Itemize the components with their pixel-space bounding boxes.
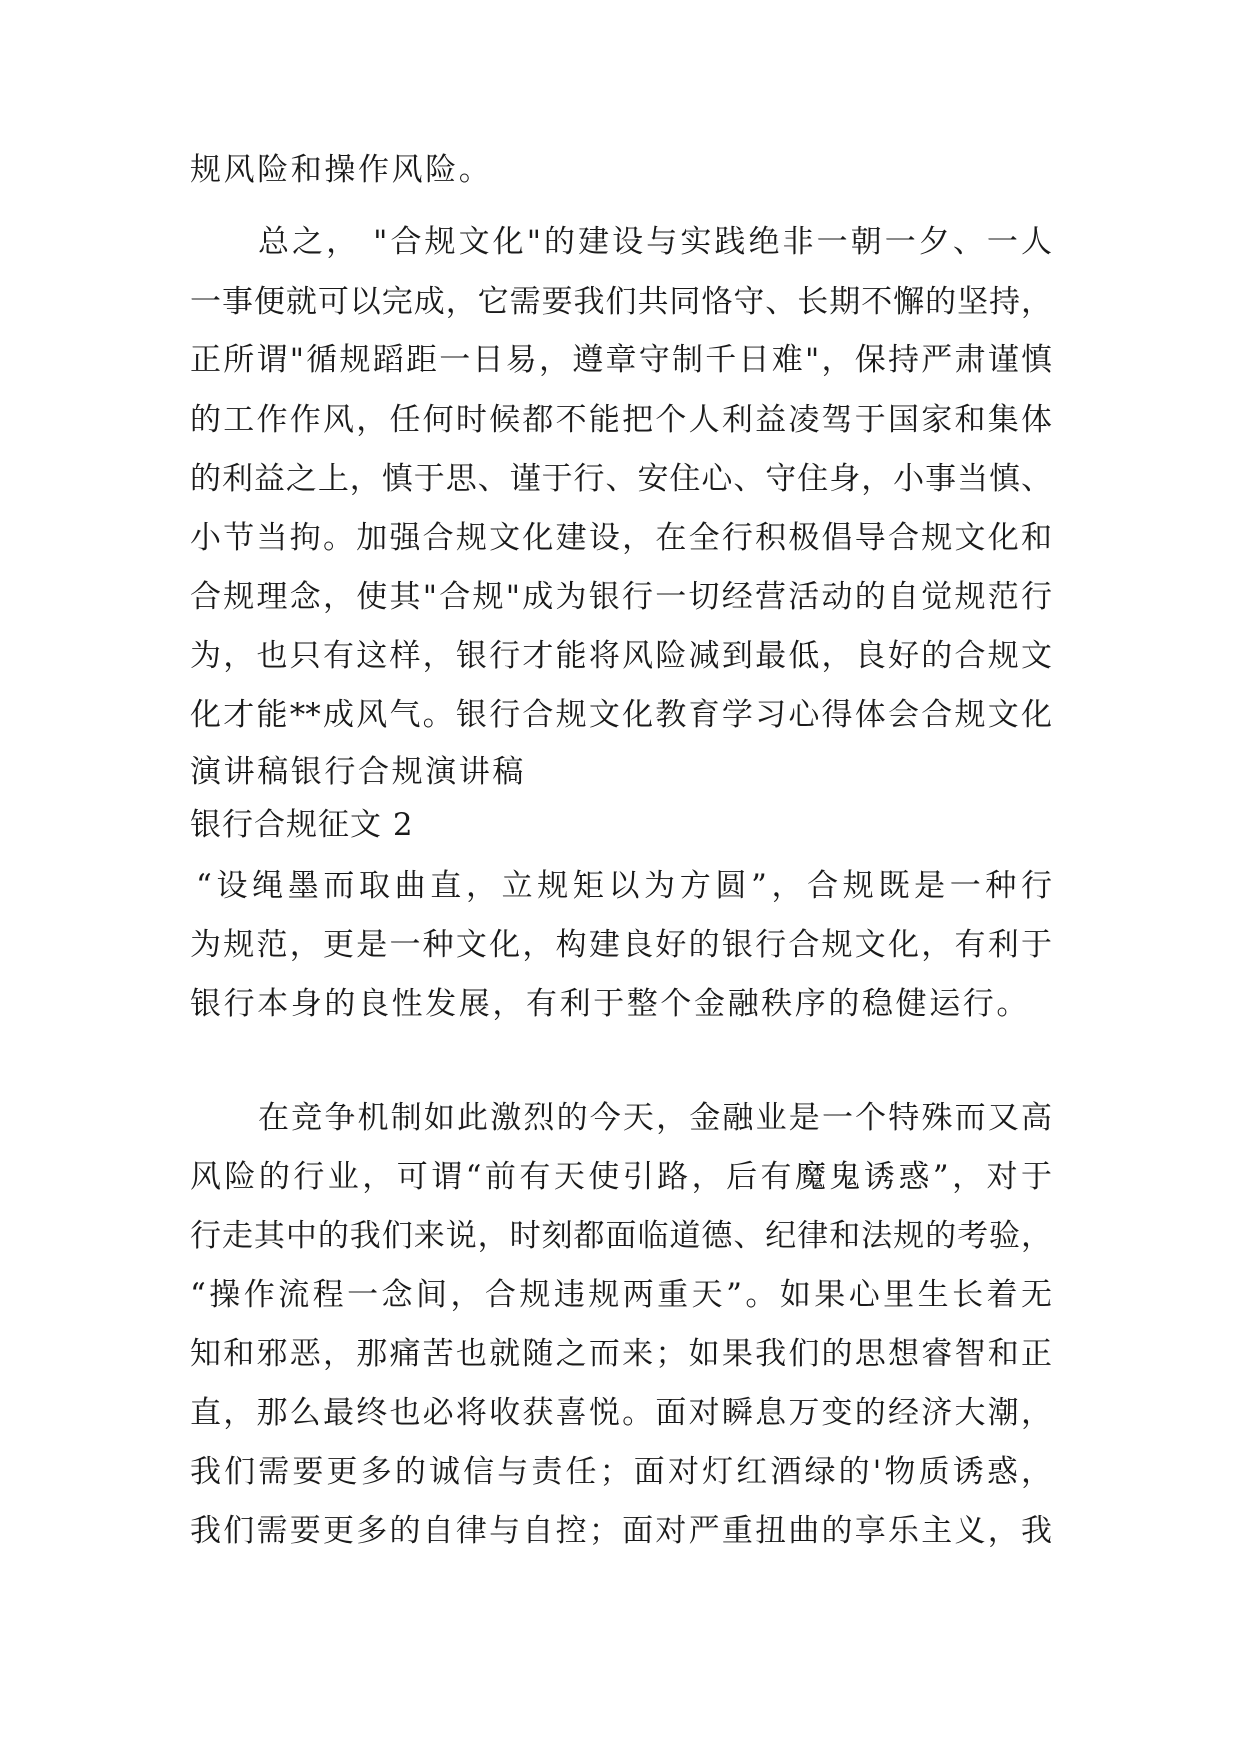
paragraph-line: 风险的行业，可谓“前有天使引路，后有魔鬼诱惑”，对于 xyxy=(190,1159,1052,1195)
paragraph-line: 演讲稿银行合规演讲稿 xyxy=(190,754,526,790)
paragraph-line: 为规范，更是一种文化，构建良好的银行合规文化，有利于 xyxy=(190,927,1052,963)
section-heading: 银行合规征文 2 xyxy=(190,807,414,843)
paragraph-line: 的利益之上，慎于思、谨于行、安住心、守住身，小事当慎、 xyxy=(190,461,1052,497)
paragraph-line: 小节当拘。加强合规文化建设，在全行积极倡导合规文化和 xyxy=(190,520,1052,556)
paragraph-line: 我们需要更多的诚信与责任；面对灯红酒绿的'物质诱惑， xyxy=(190,1454,1052,1490)
paragraph-line: 一事便就可以完成，它需要我们共同恪守、长期不懈的坚持， xyxy=(190,284,1052,320)
paragraph-line: 正所谓"循规蹈距一日易，遵章守制千日难"，保持严肃谨慎 xyxy=(190,342,1052,378)
paragraph-line: 知和邪恶，那痛苦也就随之而来；如果我们的思想睿智和正 xyxy=(190,1336,1052,1372)
paragraph-line: “设绳墨而取曲直，立规矩以为方圆”，合规既是一种行 xyxy=(196,868,1052,904)
paragraph-line: “操作流程一念间，合规违规两重天”。如果心里生长着无 xyxy=(190,1277,1052,1313)
paragraph-line: 的工作作风，任何时候都不能把个人利益凌驾于国家和集体 xyxy=(190,402,1052,438)
paragraph-line: 化才能**成风气。银行合规文化教育学习心得体会合规文化 xyxy=(190,697,1052,733)
paragraph-line: 为，也只有这样，银行才能将风险减到最低，良好的合规文 xyxy=(190,638,1052,674)
paragraph-line: 我们需要更多的自律与自控；面对严重扭曲的享乐主义，我 xyxy=(190,1513,1052,1549)
paragraph-line: 合规理念，使其"合规"成为银行一切经营活动的自觉规范行 xyxy=(190,579,1052,615)
paragraph-line: 直，那么最终也必将收获喜悦。面对瞬息万变的经济大潮， xyxy=(190,1395,1052,1431)
paragraph-line: 规风险和操作风险。 xyxy=(190,152,493,188)
paragraph-line: 行走其中的我们来说，时刻都面临道德、纪律和法规的考验， xyxy=(190,1218,1052,1254)
paragraph-line: 在竞争机制如此激烈的今天，金融业是一个特殊而又高 xyxy=(258,1100,1052,1136)
paragraph-line: 银行本身的良性发展，有利于整个金融秩序的稳健运行。 xyxy=(190,986,1030,1022)
paragraph-line: 总之， "合规文化"的建设与实践绝非一朝一夕、一人 xyxy=(258,224,1052,260)
